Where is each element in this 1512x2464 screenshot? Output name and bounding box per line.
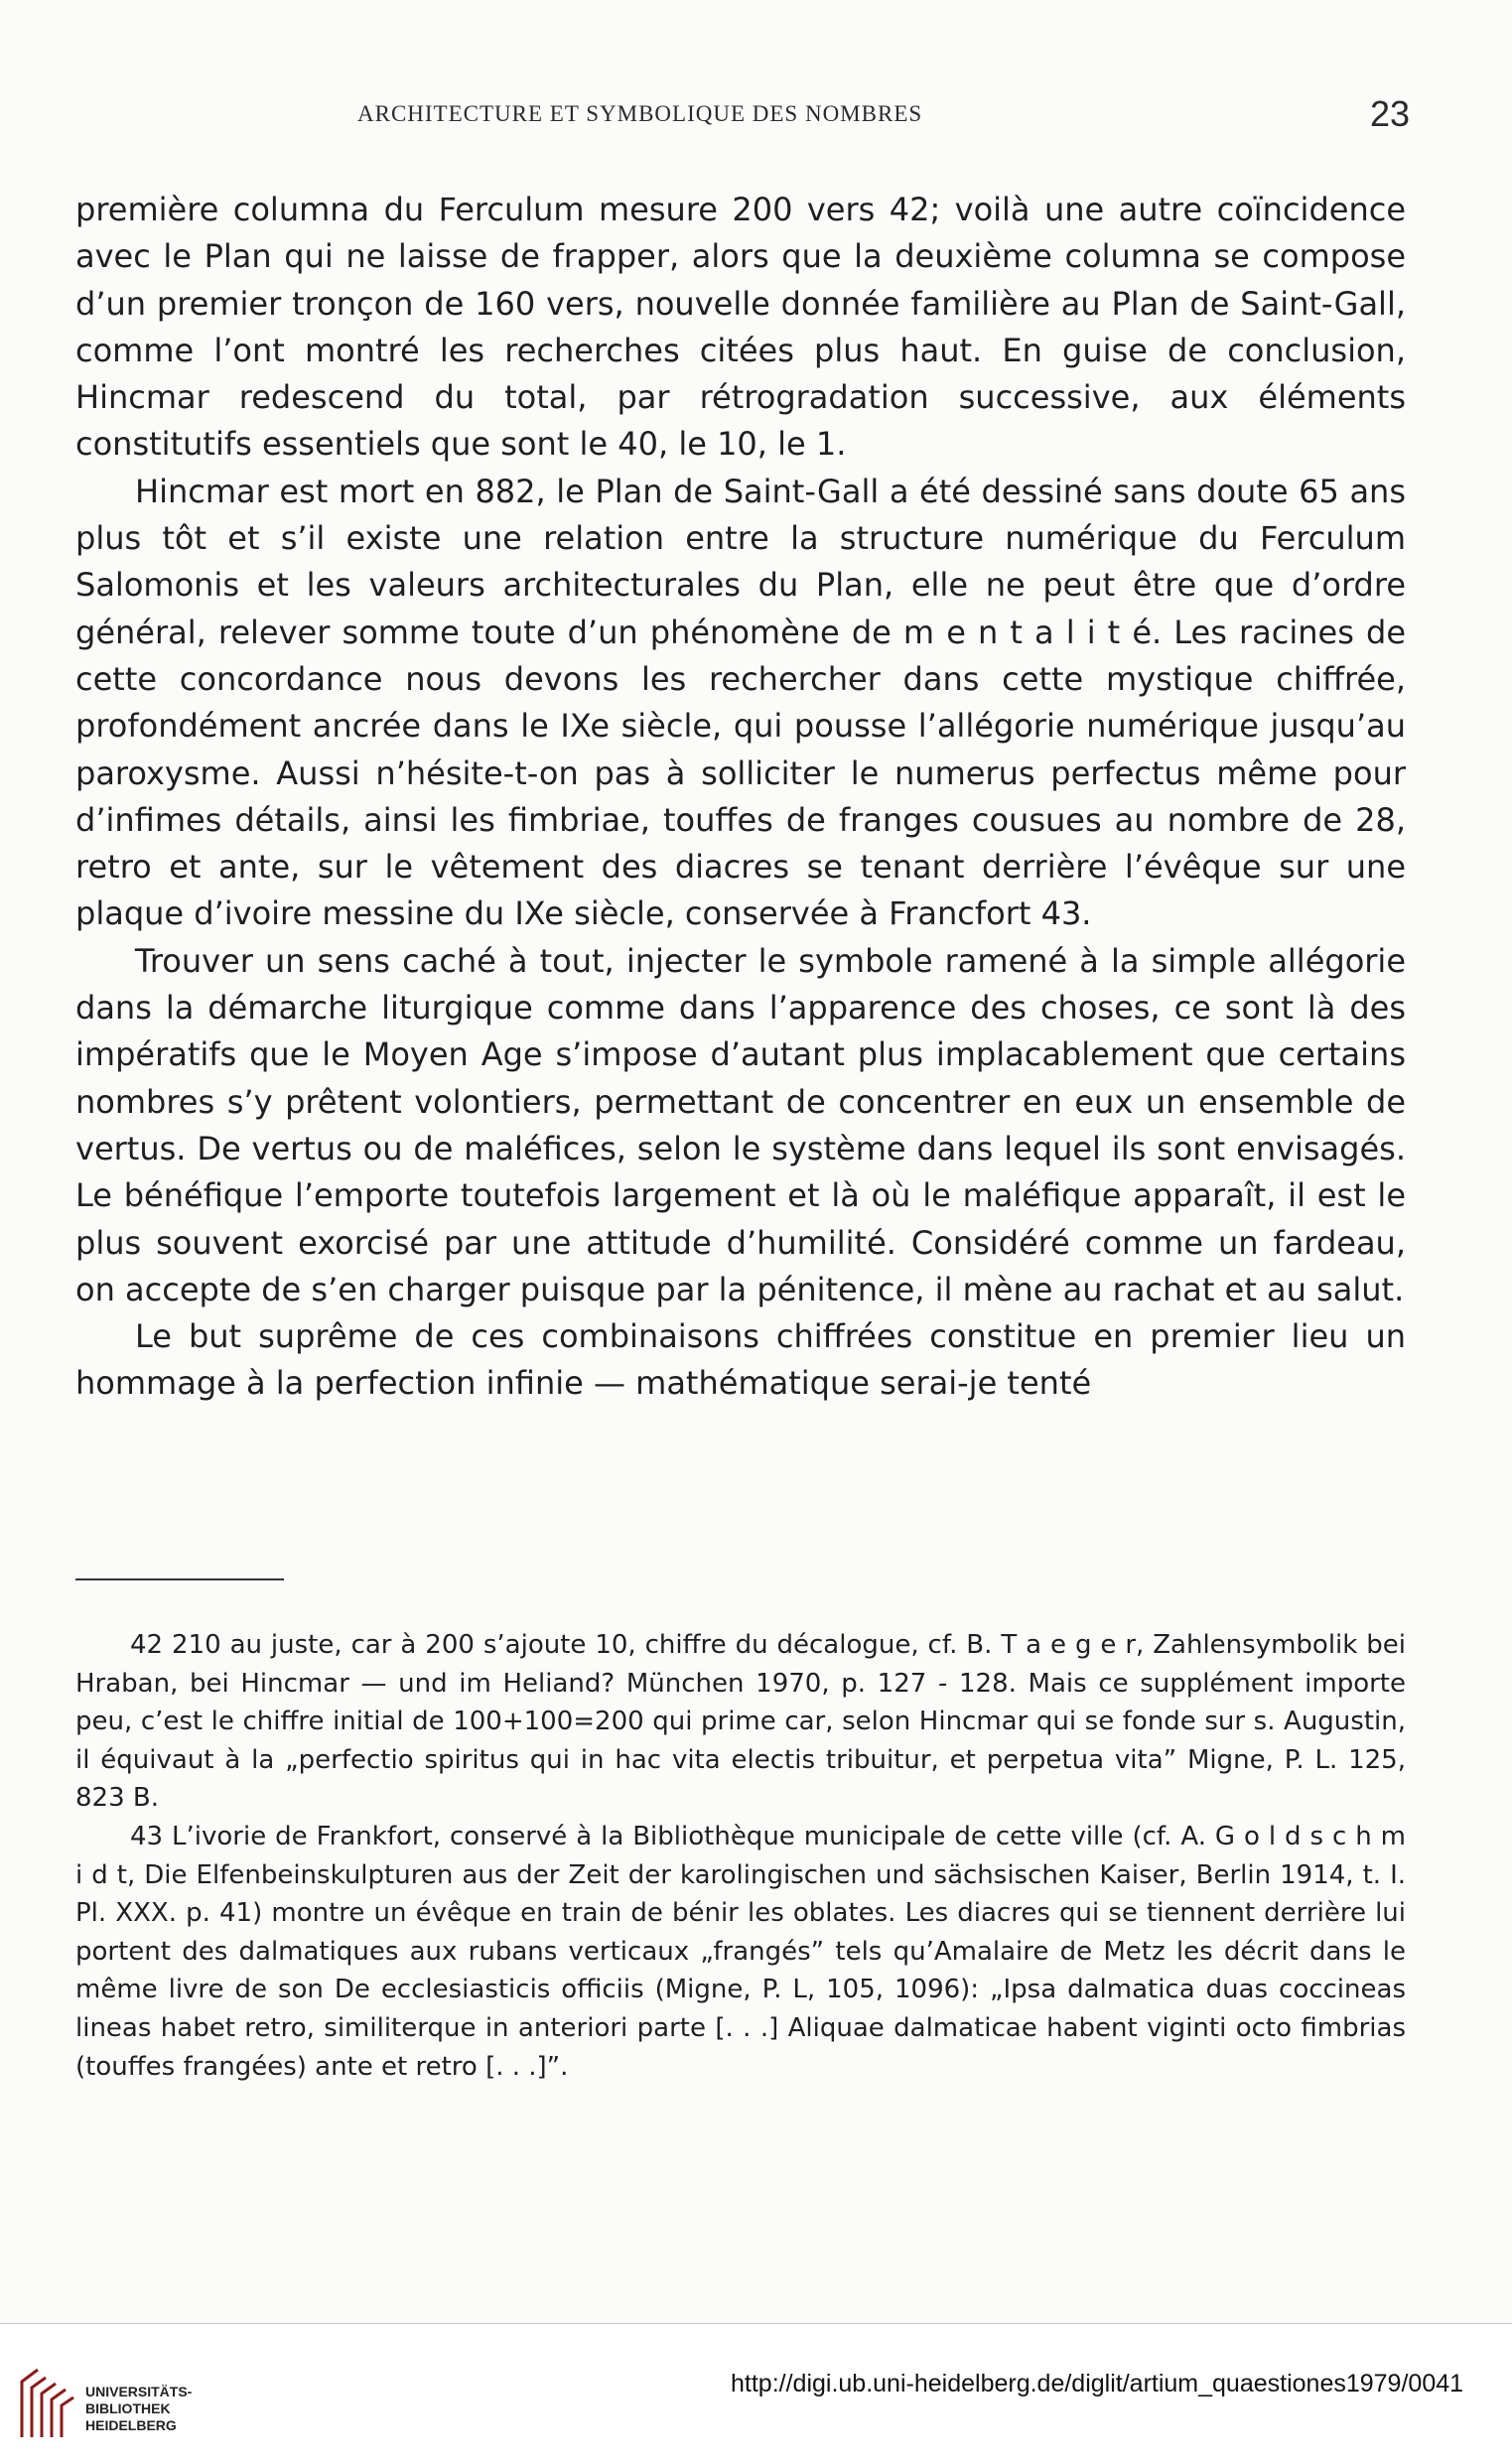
paragraph-4: Le but suprême de ces combinaisons chiffrées constitue en premier lieu un hommage à la perfection infinie — mathématique serai-je tenté bbox=[75, 1317, 1406, 1403]
paragraph-3: Trouver un sens caché à tout, injecter le symbole ramené à la simple allégorie dans la démarche liturgique comme dans l’apparence des choses, ce sont là des impératifs que le Moyen Age s’impose d’autant plus implacablement que certains nombres s’y prêtent volontiers, permettant de concentrer en eux un ensemble de vertus. De vertus ou de maléfices, selon le système dans lequel ils sont envisagés. Le bénéfique l’emporte toutefois largement et là où le maléfique apparaît, il est le plus souvent exorcisé par une attitude d’humilité. Considéré comme un fardeau, on accepte de s’en charger puisque par la pénitence, il mène au rachat et au salut. bbox=[75, 941, 1406, 1308]
body-text bbox=[75, 187, 1406, 1408]
footnote-divider bbox=[75, 1578, 284, 1580]
running-title: ARCHITECTURE ET SYMBOLIQUE DES NOMBRES bbox=[357, 101, 923, 126]
paragraph-1: première columna du Ferculum mesure 200 vers 42; voilà une autre coïncidence avec le Plan qui ne laisse de frapper, alors que la deuxième columna se compose d’un premier tronçon de 160 vers, nouvelle donnée familière au Plan de Saint-Gall, comme l’ont montré les recherches citées plus haut. En guise de conclusion, Hincmar redescend du total, par rétrogradation successive, aux éléments constitutifs essentiels que sont le 40, le 10, le 1. bbox=[75, 191, 1406, 464]
library-name: UNIVERSITÄTS- BIBLIOTHEK HEIDELBERG bbox=[85, 2384, 193, 2433]
footnote-43: 43 L’ivorie de Frankfort, conservé à la Bibliothèque municipale de cette ville (cf. A. G o l d s c h m i d t, Die Elfenbeinskulpturen aus der Zeit der karolingischen und sächsischen Kaiser, Berlin 1914, t. I. Pl. XXX. p. 41) montre un évêque en train de bénir les oblates. Les diacres qui se tiennent derrière lui portent des dalmatiques aux rubans verticaux „frangés” tels qu’Amalaire de Metz les décrit dans le même livre de son De ecclesiasticis officiis (Migne, P. L, 105, 1096): „Ipsa dalmatica duas coccineas lineas habet retro, similiterque in anteriori parte [. . .] Aliquae dalmaticae habent viginti octo fimbrias (touffes frangées) ante et retro [. . .]”. bbox=[75, 1821, 1406, 2082]
footnotes bbox=[75, 1626, 1406, 2086]
page-number: 23 bbox=[1370, 93, 1411, 134]
running-head bbox=[0, 93, 1512, 137]
paragraph-2: Hincmar est mort en 882, le Plan de Saint-Gall a été dessiné sans doute 65 ans plus tôt et s’il existe une relation entre la structure numérique du Ferculum Salomonis et les valeurs architecturales du Plan, elle ne peut être que d’ordre général, relever somme toute d’un phénomène de m e n t a l i t é. Les racines de cette concordance nous devons les rechercher dans cette mystique chiffrée, profondément ancrée dans le IXe siècle, qui pousse l’allégorie numérique jusqu’au paroxysme. Aussi n’hésite-t-on pas à solliciter le numerus perfectus même pour d’infimes détails, ainsi les fimbriae, touffes de franges cousues au nombre de 28, retro et ante, sur le vêtement des diacres se tenant derrière l’évêque sur une plaque d’ivoire messine du IXe siècle, conservée à Francfort 43. bbox=[75, 472, 1406, 933]
footnote-42: 42 210 au juste, car à 200 s’ajoute 10, chiffre du décalogue, cf. B. T a e g e r, Zahlensymbolik bei Hraban, bei Hincmar — und im Heliand? München 1970, p. 127 - 128. Mais ce supplément importe peu, c’est le chiffre initial de 100+100=200 qui prime car, selon Hincmar qui se fonde sur s. Augustin, il équivaut à la „perfectio spiritus qui in hac vita electis tribuitur, et perpetua vita” Migne, P. L. 125, 823 B. bbox=[75, 1630, 1406, 1814]
viewer-footer bbox=[0, 2323, 1512, 2464]
ub-heidelberg-logo-icon bbox=[16, 2364, 77, 2441]
source-url-link[interactable]: http://digi.ub.uni-heidelberg.de/diglit/artium_quaestiones1979/0041 bbox=[731, 2370, 1464, 2397]
